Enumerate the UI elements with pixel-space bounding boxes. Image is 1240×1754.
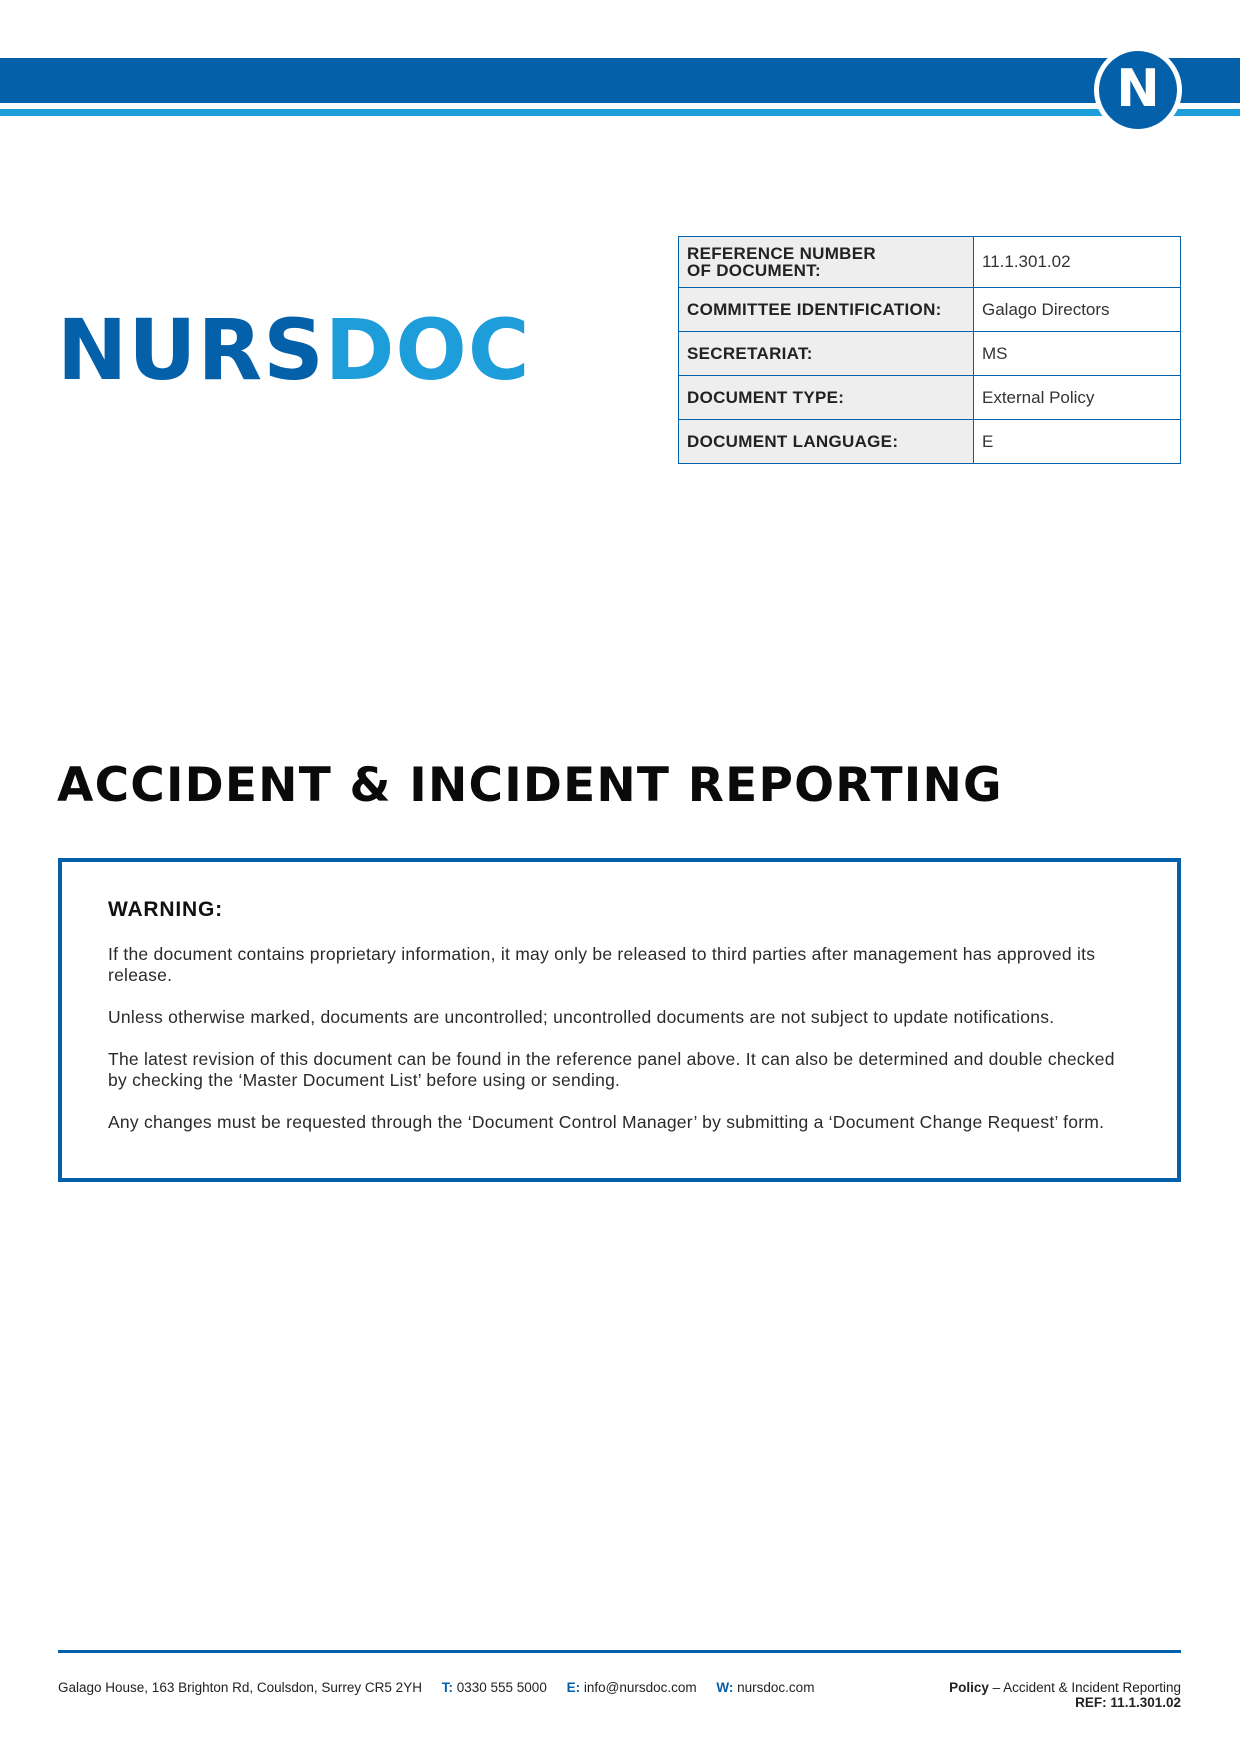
reference-row	[679, 332, 1181, 376]
reference-value: Galago Directors	[974, 288, 1181, 332]
reference-value: External Policy	[974, 376, 1181, 420]
logo-part-2: DOC	[324, 301, 531, 399]
warning-paragraph: Any changes must be requested through the ‘Document Control Manager’ by submitting a ‘Document Change Request’ form.	[108, 1112, 1105, 1132]
reference-value: E	[974, 420, 1181, 464]
reference-label: DOCUMENT TYPE:	[679, 376, 974, 420]
reference-label: REFERENCE NUMBER OF DOCUMENT:	[679, 237, 974, 288]
footer-address: Galago House, 163 Brighton Rd, Coulsdon, Surrey CR5 2YH	[58, 1680, 422, 1695]
footer-phone: 0330 555 5000	[456, 1680, 547, 1695]
warning-paragraph: If the document contains proprietary information, it may only be released to third parties after management has approved its release.	[108, 944, 1096, 985]
footer-doc-kind: Policy	[949, 1680, 989, 1695]
footer	[58, 1680, 1181, 1710]
footer-web-label: W:	[716, 1680, 734, 1695]
reference-row	[679, 420, 1181, 464]
footer-rule	[58, 1650, 1181, 1653]
footer-web[interactable]: nursdoc.com	[737, 1680, 815, 1695]
header-band	[0, 58, 1240, 103]
reference-value: MS	[974, 332, 1181, 376]
nursdoc-logo	[57, 301, 531, 399]
reference-value: 11.1.301.02	[974, 237, 1181, 288]
badge-letter: N	[1116, 59, 1160, 119]
reference-label: DOCUMENT LANGUAGE:	[679, 420, 974, 464]
warning-paragraph: The latest revision of this document can be found in the reference panel above. It can also be determined and double checked by checking the ‘Master Document List’ before using or sending.	[108, 1049, 1115, 1090]
reference-panel	[678, 236, 1181, 464]
document-title: ACCIDENT & INCIDENT REPORTING	[57, 758, 1003, 813]
warning-paragraph: Unless otherwise marked, documents are uncontrolled; uncontrolled documents are not subject to update notifications.	[108, 1007, 1055, 1027]
footer-ref: REF: 11.1.301.02	[1075, 1695, 1181, 1710]
warning-box	[58, 858, 1181, 1182]
footer-email-label: E:	[566, 1680, 581, 1695]
reference-row	[679, 288, 1181, 332]
reference-row	[679, 376, 1181, 420]
footer-doc-title: – Accident & Incident Reporting	[988, 1680, 1181, 1695]
logo-part-1: NURS	[57, 301, 325, 399]
footer-phone-label: T:	[441, 1680, 453, 1695]
reference-label: COMMITTEE IDENTIFICATION:	[679, 288, 974, 332]
reference-row	[679, 237, 1181, 288]
footer-doc-info	[949, 1680, 1181, 1710]
warning-heading: WARNING:	[108, 898, 223, 921]
nursdoc-badge-icon	[1094, 46, 1182, 134]
footer-email[interactable]: info@nursdoc.com	[583, 1680, 697, 1695]
reference-label: SECRETARIAT:	[679, 332, 974, 376]
header-stripe	[0, 109, 1240, 116]
